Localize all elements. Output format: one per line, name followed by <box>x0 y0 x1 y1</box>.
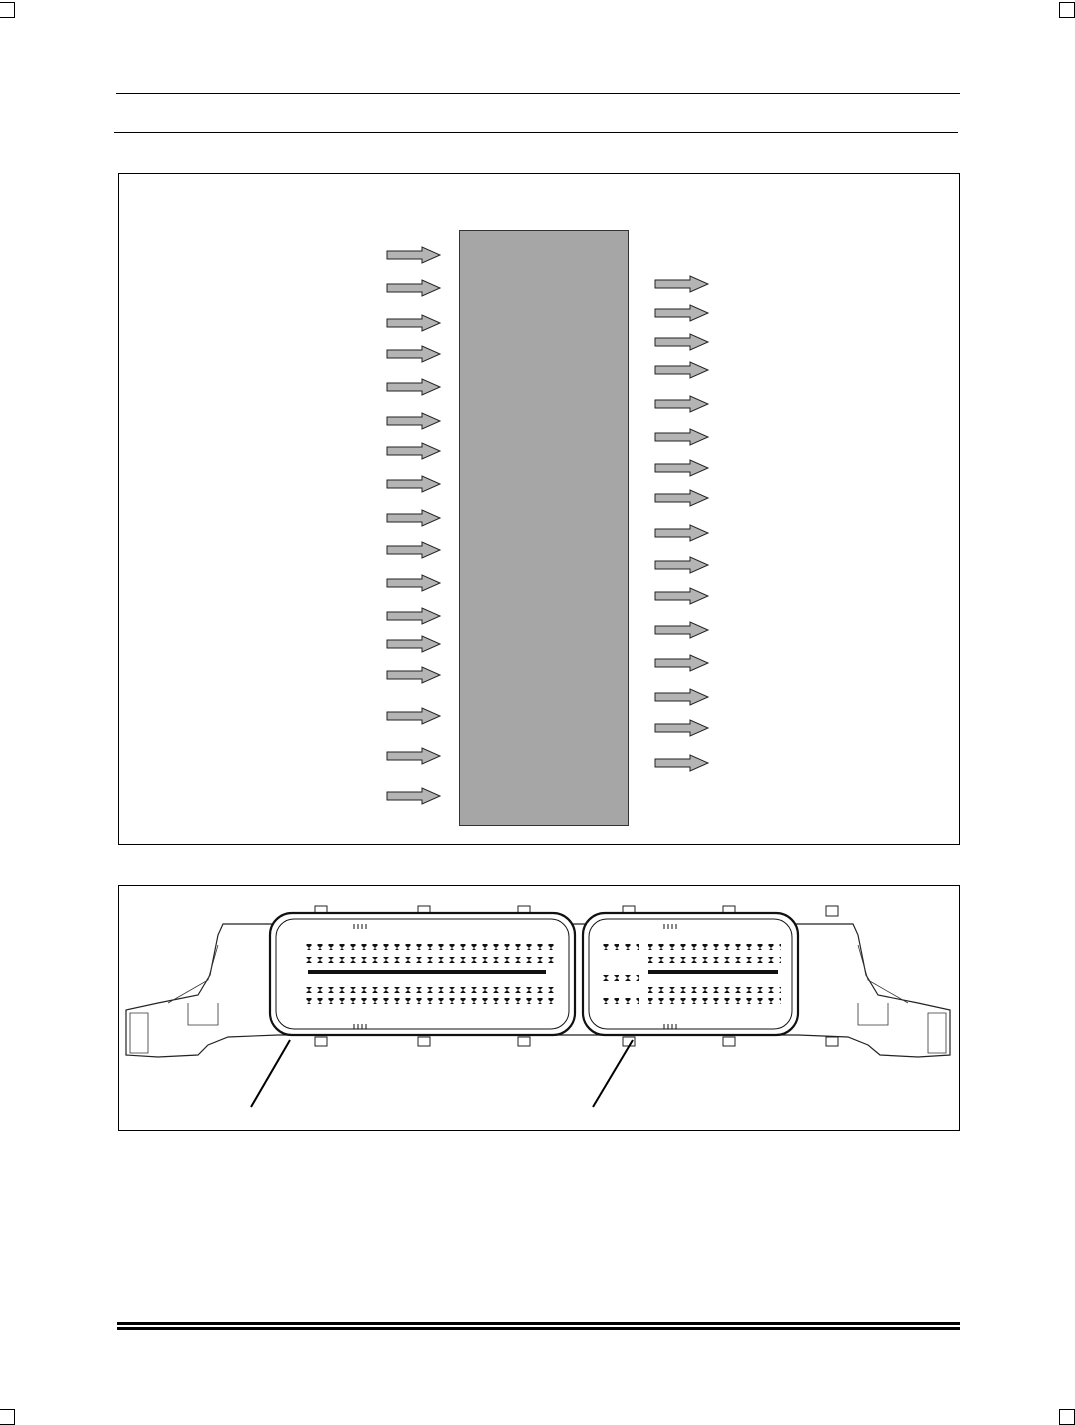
output-arrow-icon <box>654 621 710 639</box>
output-arrow-icon <box>654 361 710 379</box>
input-arrow-icon <box>386 442 442 460</box>
output-arrow-icon <box>654 489 710 507</box>
input-arrow-icon <box>386 475 442 493</box>
header-rule-bottom <box>114 132 958 133</box>
input-arrow-icon <box>386 607 442 625</box>
input-arrow-icon <box>386 412 442 430</box>
output-arrow-icon <box>654 428 710 446</box>
output-arrow-icon <box>654 556 710 574</box>
output-arrow-icon <box>654 719 710 737</box>
output-arrow-icon <box>654 275 710 293</box>
input-arrow-icon <box>386 279 442 297</box>
output-arrow-icon <box>654 333 710 351</box>
output-arrow-icon <box>654 587 710 605</box>
ecu-connector-drawing <box>118 885 960 1131</box>
output-arrow-icon <box>654 654 710 672</box>
input-arrow-icon <box>386 378 442 396</box>
input-arrow-icon <box>386 314 442 332</box>
input-arrow-icon <box>386 787 442 805</box>
ecu-block <box>459 230 629 826</box>
footer-rule-thick <box>117 1327 960 1330</box>
header-rule-top <box>116 93 960 94</box>
footer-rule <box>117 1322 960 1325</box>
input-arrow-icon <box>386 509 442 527</box>
crop-mark-bottom-right <box>1059 1409 1075 1425</box>
crop-mark-top-right <box>1059 2 1075 18</box>
output-arrow-icon <box>654 754 710 772</box>
input-arrow-icon <box>386 246 442 264</box>
input-arrow-icon <box>386 707 442 725</box>
crop-mark-top-left <box>0 2 15 18</box>
crop-mark-bottom-left <box>0 1409 15 1425</box>
output-arrow-icon <box>654 459 710 477</box>
input-arrow-icon <box>386 747 442 765</box>
input-arrow-icon <box>386 574 442 592</box>
output-arrow-icon <box>654 688 710 706</box>
input-arrow-icon <box>386 666 442 684</box>
input-arrow-icon <box>386 345 442 363</box>
output-arrow-icon <box>654 524 710 542</box>
input-arrow-icon <box>386 541 442 559</box>
output-arrow-icon <box>654 395 710 413</box>
output-arrow-icon <box>654 304 710 322</box>
input-arrow-icon <box>386 635 442 653</box>
